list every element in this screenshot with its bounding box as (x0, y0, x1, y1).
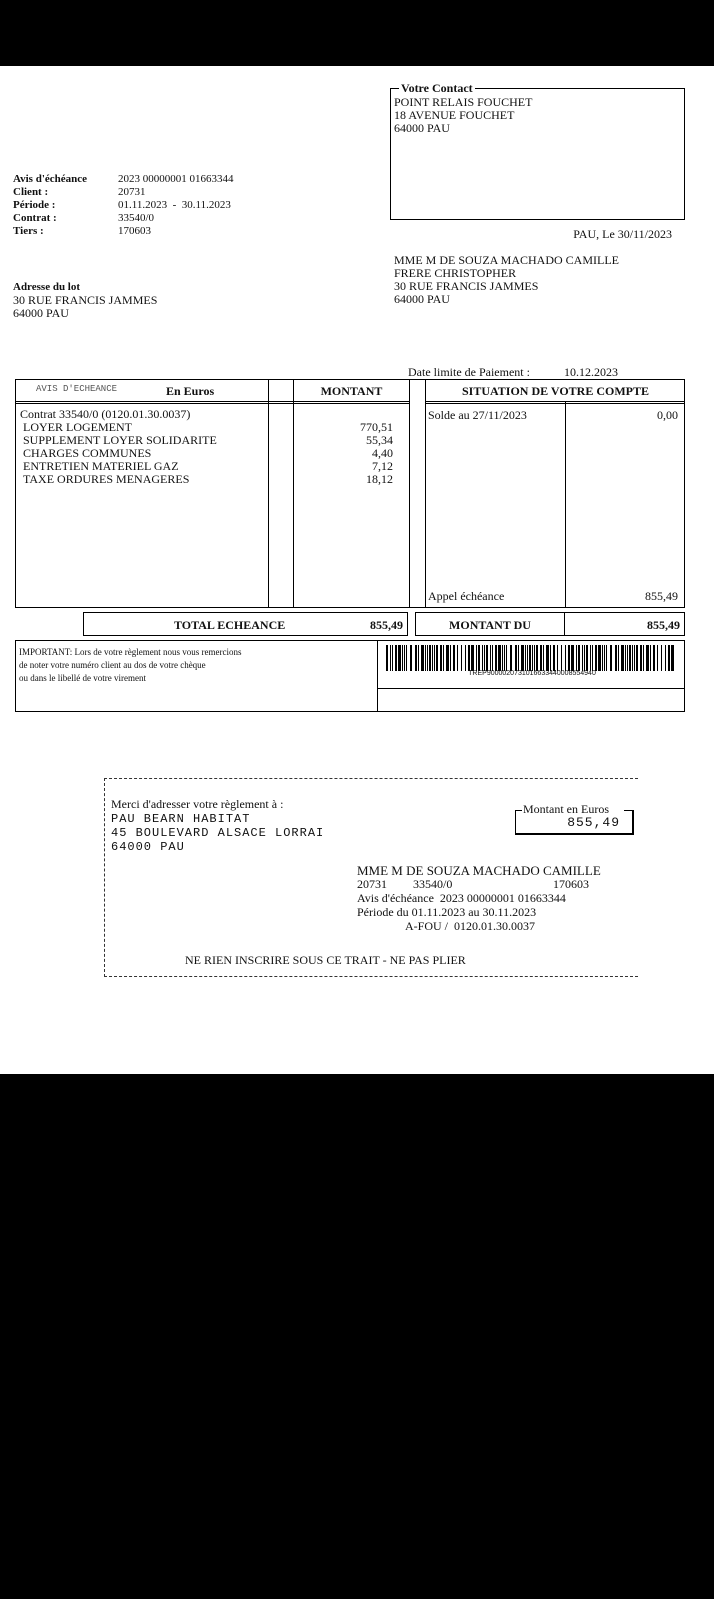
total-value: 855,49 (370, 618, 403, 632)
barcode-bar (398, 645, 401, 671)
appel-value: 855,49 (645, 589, 678, 603)
barcode-bar (461, 645, 462, 671)
barcode-bar (450, 645, 451, 671)
coupon-footer: NE RIEN INSCRIRE SOUS CE TRAIT - NE PAS PLIER (185, 953, 466, 967)
barcode-bar (406, 645, 407, 671)
payment-coupon (104, 778, 638, 977)
meta-row: Période : 01.11.2023 - 30.11.2023 (13, 199, 231, 211)
charge-row: ENTRETIEN MATERIEL GAZ 7,12 (23, 459, 393, 473)
barcode-bar (504, 645, 505, 671)
coupon-client: 20731 (357, 877, 387, 891)
barcode-bar (527, 645, 528, 671)
barcode-bar (443, 645, 444, 671)
barcode-bar (586, 645, 588, 671)
total-label: TOTAL ECHEANCE (174, 618, 286, 632)
deadline-value: 10.12.2023 (563, 365, 618, 379)
payee-address: PAU BEARN HABITAT 45 BOULEVARD ALSACE LORRAI 64000 PAU (111, 812, 325, 854)
coupon-tiers: 170603 (553, 877, 589, 891)
lot-title: Adresse du lot (13, 281, 81, 293)
barcode-bar (657, 645, 658, 671)
montant-du-box (415, 612, 685, 636)
coupon-amount: 855,49 (567, 815, 620, 830)
barcode-bar (498, 645, 501, 671)
barcode-bar (582, 645, 583, 671)
barcode-bar (540, 645, 542, 671)
contact-line: POINT RELAIS FOUCHET (394, 95, 533, 109)
deadline-label: Date limite de Paiement : (408, 365, 530, 379)
barcode-bar (432, 645, 433, 671)
charges-list (23, 421, 393, 486)
barcode-bar (576, 645, 577, 671)
barcode-bar (446, 645, 449, 671)
barcode-bar (646, 645, 649, 671)
lot-address: Adresse du lot 30 RUE FRANCIS JAMMES 64000 PAU (13, 281, 158, 320)
barcode-bar (627, 645, 628, 671)
charge-row: SUPPLEMENT LOYER SOLIDARITE 55,34 (23, 433, 393, 447)
meta-row: Contrat : 33540/0 (13, 212, 155, 224)
barcode-bar (521, 645, 524, 671)
barcode-bar (415, 645, 417, 671)
header-montant: MONTANT (320, 384, 383, 398)
barcode-bar (595, 645, 597, 671)
barcode-bar (621, 645, 624, 671)
coupon-amount-box (515, 802, 634, 835)
solde-label: Solde au 27/11/2023 (428, 408, 527, 422)
barcode-text: TREP9000020731016633440008554940 (468, 670, 596, 677)
barcode-bar (506, 645, 507, 671)
barcode-bar (482, 645, 483, 671)
barcode-bar (465, 645, 466, 671)
barcode-bar (578, 645, 580, 671)
important-note: IMPORTANT: Lors de votre règlement nous vous remercions de noter votre numéro client au dos de votre chèque ou dans le libellé de votre virement (19, 647, 242, 683)
barcode-bar (440, 645, 442, 671)
barcode-bar (604, 645, 605, 671)
barcode-bar (457, 645, 458, 671)
barcode-bar (478, 645, 480, 671)
coupon-periode: Période du 01.11.2023 au 30.11.2023 (357, 905, 537, 919)
charges-table (15, 379, 685, 608)
barcode-bar (629, 645, 631, 671)
barcode-bar (625, 645, 626, 671)
du-value: 855,49 (647, 618, 680, 632)
charge-row: LOYER LOGEMENT 770,51 (23, 420, 393, 434)
barcode-bar (395, 645, 397, 671)
barcode-bar (515, 645, 517, 671)
barcode-bar (402, 645, 403, 671)
barcode-bar (510, 645, 512, 671)
solde-value: 0,00 (657, 408, 678, 422)
barcode-bar (661, 645, 662, 671)
barcode-bar (427, 645, 428, 671)
barcode-bar (534, 645, 535, 671)
barcode-bar (665, 645, 666, 671)
contact-box (390, 81, 685, 220)
barcode-bar (671, 645, 674, 671)
barcode-bar (418, 645, 419, 671)
barcode-bar (468, 645, 470, 671)
barcode-bar (529, 645, 531, 671)
barcode-bar (636, 645, 638, 671)
meta-row: Tiers : 170603 (13, 225, 151, 237)
barcode-bar (584, 645, 585, 671)
payment-notice-page (0, 66, 714, 1074)
meta-row: Client : 20731 (13, 186, 146, 198)
barcode-bar (536, 645, 538, 671)
barcode-bar (471, 645, 474, 671)
barcode-bar (453, 645, 455, 671)
barcode-bar (490, 645, 491, 671)
barcode-bar (602, 645, 603, 671)
place-date: PAU, Le 30/11/2023 (573, 227, 672, 241)
barcode-bar (653, 645, 655, 671)
barcode-bar (571, 645, 574, 671)
barcode-bar (606, 645, 607, 671)
barcode-bar (425, 645, 426, 671)
barcode-bar (404, 645, 405, 671)
barcode-bar (525, 645, 526, 671)
important-box (15, 640, 685, 712)
amount-legend: Montant en Euros (523, 802, 609, 816)
barcode-bar (429, 645, 431, 671)
coupon-contrat: 33540/0 (413, 877, 453, 891)
barcode-bar (546, 645, 549, 671)
contact-line: 64000 PAU (394, 121, 450, 135)
coupon-intro: Merci d'adresser votre règlement à : (111, 797, 284, 811)
barcode-bar (634, 645, 635, 671)
contact-legend: Votre Contact (401, 81, 473, 95)
barcode-bar (502, 645, 503, 671)
coupon-name: MME M DE SOUZA MACHADO CAMILLE (357, 863, 601, 878)
charge-row: TAXE ORDURES MENAGERES 18,12 (23, 472, 393, 486)
header-avis: AVIS D'ECHEANCE (36, 384, 118, 394)
coupon-reference: A-FOU / 0120.01.30.0037 (405, 919, 536, 933)
charge-row: CHARGES COMMUNES 4,40 (23, 446, 393, 460)
barcode-bar (543, 645, 544, 671)
barcode-bar (495, 645, 497, 671)
barcode-bar (640, 645, 642, 671)
barcode-bar (592, 645, 593, 671)
barcode-bar (390, 645, 391, 671)
barcode-bar (410, 645, 412, 671)
barcode-bar (598, 645, 601, 671)
barcode-bar (650, 645, 651, 671)
barcode-bar (565, 645, 566, 671)
barcode-bar (550, 645, 551, 671)
barcode-bar (436, 645, 438, 671)
barcode-bar (476, 645, 477, 671)
contract-line: Contrat 33540/0 (0120.01.30.0037) (20, 407, 191, 421)
appel-label: Appel échéance (428, 589, 505, 603)
barcode-bar (557, 645, 558, 671)
barcode-bar (486, 645, 488, 671)
barcode-bar (392, 645, 393, 671)
payment-deadline (408, 366, 618, 379)
barcode-bar (484, 645, 485, 671)
barcode-bar (434, 645, 435, 671)
notice-meta (13, 173, 234, 238)
barcode-bar (553, 645, 555, 671)
contact-line: 18 AVENUE FOUCHET (394, 108, 515, 122)
recipient-address: MME M DE SOUZA MACHADO CAMILLE FRERE CHRISTOPHER 30 RUE FRANCIS JAMMES 64000 PAU (394, 253, 620, 306)
barcode (386, 645, 678, 671)
barcode-bar (632, 645, 633, 671)
barcode-bar (668, 645, 670, 671)
meta-row: Avis d'échéance 2023 00000001 01663344 (13, 173, 234, 185)
barcode-bar (643, 645, 644, 671)
total-echeance-box (83, 612, 408, 636)
barcode-bar (386, 645, 388, 671)
barcode-bar (618, 645, 619, 671)
barcode-bar (610, 645, 612, 671)
barcode-bar (532, 645, 533, 671)
barcode-bar (590, 645, 591, 671)
du-label: MONTANT DU (449, 618, 531, 632)
barcode-bar (421, 645, 424, 671)
barcode-bar (518, 645, 519, 671)
barcode-bar (492, 645, 493, 671)
barcode-bar (615, 645, 617, 671)
header-euros: En Euros (166, 384, 215, 398)
coupon-avis: Avis d'échéance 2023 00000001 01663344 (357, 891, 566, 905)
barcode-bar (568, 645, 570, 671)
barcode-bar (561, 645, 562, 671)
header-situation: SITUATION DE VOTRE COMPTE (461, 384, 649, 398)
